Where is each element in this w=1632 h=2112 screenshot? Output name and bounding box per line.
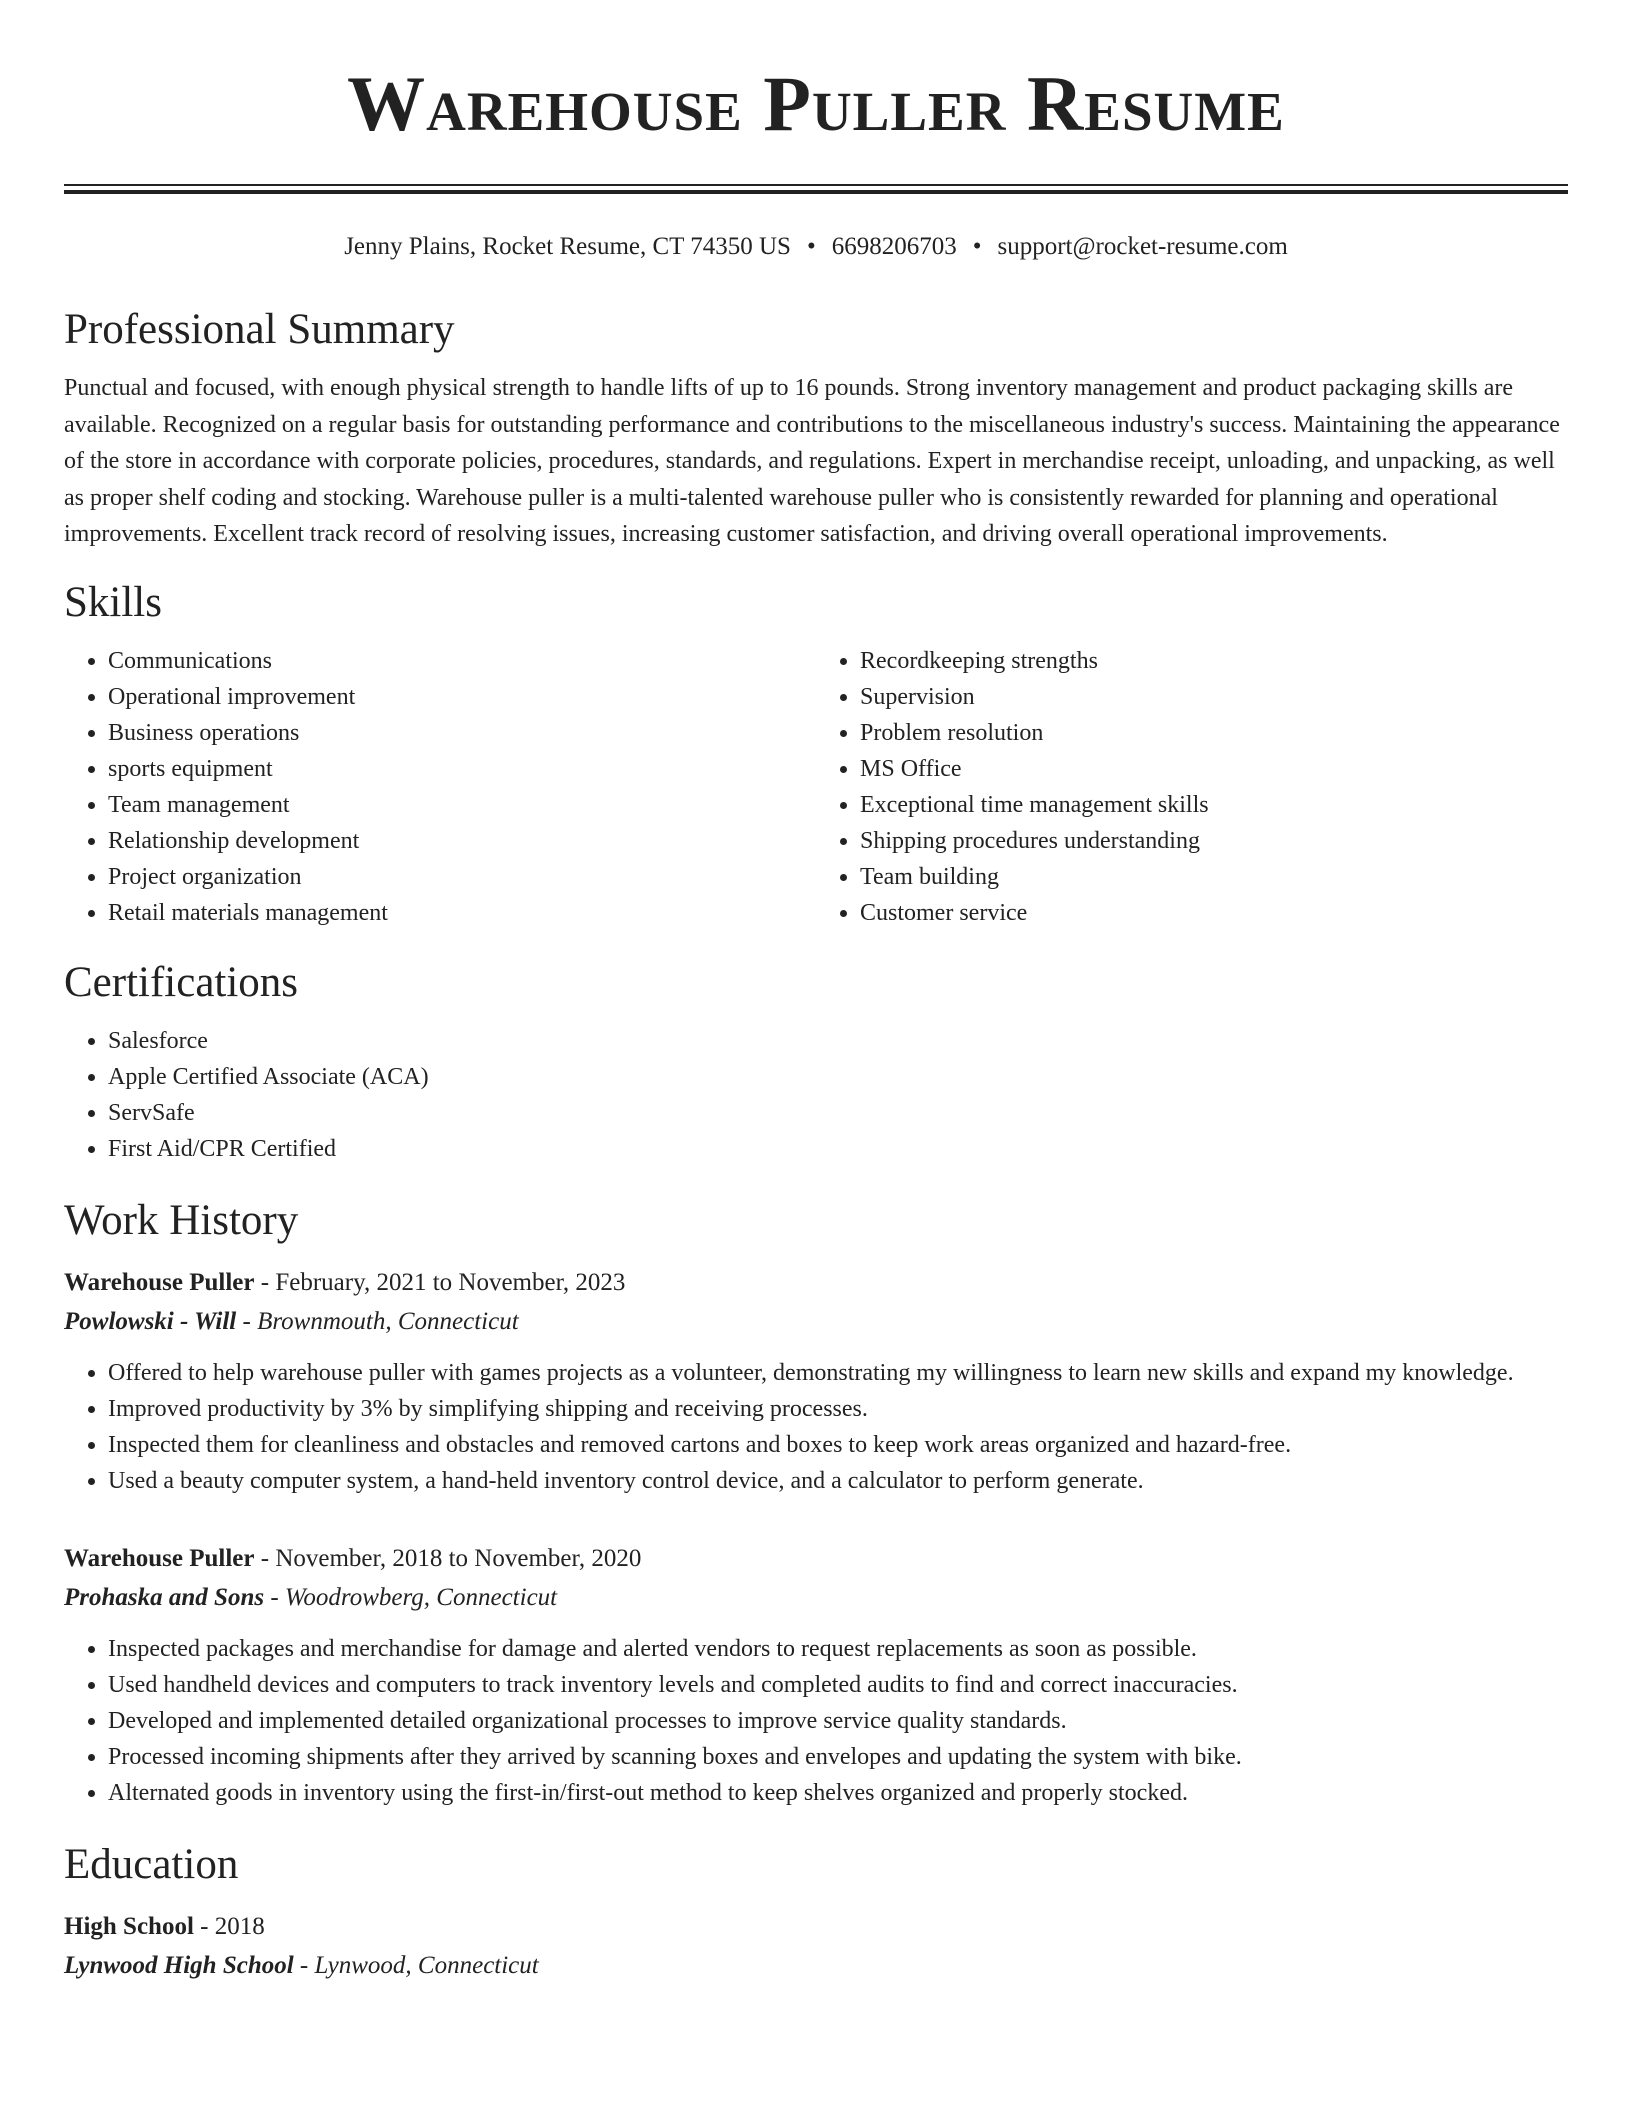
skill-item: • Recordkeeping strengths: [860, 643, 1568, 679]
contact-address: Jenny Plains, Rocket Resume, CT 74350 US: [344, 233, 791, 260]
skill-item: • Project organization: [108, 859, 816, 895]
skill-item: • sports equipment: [108, 751, 816, 787]
job-bullet: • Alternated goods in inventory using the first-in/first-out method to keep shelves organized and properly stocked.: [108, 1775, 1568, 1811]
certifications-section: [64, 955, 1568, 1167]
skill-item: • Exceptional time management skills: [860, 787, 1568, 823]
certification-item: • Salesforce: [108, 1023, 1568, 1059]
certification-item: • ServSafe: [108, 1095, 1568, 1131]
skill-item: • Team management: [108, 787, 816, 823]
job-entry: [64, 1263, 1568, 1499]
job-title-line: [64, 1263, 1568, 1303]
certifications-heading: Certifications: [64, 958, 299, 1006]
education-section: [64, 1837, 1568, 1985]
skill-item: • Business operations: [108, 715, 816, 751]
education-entry: [64, 1907, 1568, 1985]
skill-item: • Customer service: [860, 895, 1568, 931]
skills-list-right: [816, 643, 1568, 931]
summary-section: [64, 302, 1568, 553]
skill-item: • Communications: [108, 643, 816, 679]
skills-list-left: [64, 643, 816, 931]
certification-item: • Apple Certified Associate (ACA): [108, 1059, 1568, 1095]
job-bullet: • Used handheld devices and computers to track inventory levels and completed audits to find and correct inaccuracies.: [108, 1667, 1568, 1703]
job-title: Warehouse Puller: [64, 1268, 255, 1296]
contact-email: support@rocket-resume.com: [997, 233, 1288, 260]
summary-heading: Professional Summary: [64, 306, 455, 353]
skill-item: • Supervision: [860, 679, 1568, 715]
skills-columns: [64, 643, 1568, 931]
contact-phone: 6698206703: [831, 233, 957, 260]
work-history-heading: Work History: [64, 1196, 299, 1244]
education-school: Lynwood High School: [64, 1951, 294, 1979]
job-bullet: • Processed incoming shipments after they arrived by scanning boxes and envelopes and updating the system with bike.: [108, 1739, 1568, 1775]
job-employer: Prohaska and Sons: [64, 1583, 265, 1611]
certifications-list: [64, 1023, 1568, 1167]
skill-item: • Retail materials management: [108, 895, 816, 931]
job-bullet: • Improved productivity by 3% by simplifying shipping and receiving processes.: [108, 1391, 1568, 1427]
education-year: - 2018: [193, 1912, 265, 1940]
summary-text: Punctual and focused, with enough physical strength to handle lifts of up to 16 pounds. Strong inventory management and product packaging skills are available. Recognized on a regular basis for outstanding performance and contributions to the miscellaneous industry's success. Maintaining the appearance of the store in accordance with corporate policies, procedures, standards, and regulations. Expert in merchandise receipt, unloading, and unpacking, as well as proper shelf coding and stocking. Warehouse puller is a multi-talented warehouse puller who is consistently rewarded for planning and operational improvements. Excellent track record of resolving issues, increasing customer satisfaction, and driving overall operational improvements.: [64, 375, 1560, 548]
resume-title: Warehouse Puller Resume: [347, 60, 1285, 147]
education-degree: High School: [64, 1912, 194, 1940]
skill-item: • Team building: [860, 859, 1568, 895]
contact-separator: •: [972, 233, 982, 260]
education-school-line: [64, 1947, 1568, 1985]
skill-item: • Operational improvement: [108, 679, 816, 715]
title-divider: [64, 184, 1568, 194]
job-entry: [64, 1539, 1568, 1811]
job-employer-line: [64, 1303, 1568, 1341]
job-location: - Woodrowberg, Connecticut: [264, 1583, 558, 1611]
job-employer: Powlowski - Will: [64, 1307, 237, 1335]
skill-item: • Relationship development: [108, 823, 816, 859]
job-bullet: • Used a beauty computer system, a hand-held inventory control device, and a calculator to perform generate.: [108, 1463, 1568, 1499]
education-heading: Education: [64, 1840, 239, 1888]
job-title: Warehouse Puller: [64, 1544, 255, 1572]
contact-separator: •: [806, 233, 816, 260]
job-employer-line: [64, 1579, 1568, 1617]
job-location: - Brownmouth, Connecticut: [236, 1307, 519, 1335]
job-title-line: [64, 1539, 1568, 1579]
job-bullet: • Inspected them for cleanliness and obstacles and removed cartons and boxes to keep work areas organized and hazard-free.: [108, 1427, 1568, 1463]
job-bullets: [64, 1631, 1568, 1811]
work-history-section: [64, 1193, 1568, 1811]
skills-heading: Skills: [64, 578, 162, 626]
job-dates: - February, 2021 to November, 2023: [254, 1268, 626, 1296]
skills-section: [64, 575, 1568, 931]
job-bullets: [64, 1355, 1568, 1499]
education-location: - Lynwood, Connecticut: [293, 1951, 539, 1979]
skill-item: • Shipping procedures understanding: [860, 823, 1568, 859]
job-dates: - November, 2018 to November, 2020: [254, 1544, 642, 1572]
certification-item: • First Aid/CPR Certified: [108, 1131, 1568, 1167]
contact-line: [64, 230, 1568, 264]
education-degree-line: [64, 1907, 1568, 1947]
job-bullet: • Developed and implemented detailed organizational processes to improve service quality standards.: [108, 1703, 1568, 1739]
skill-item: • MS Office: [860, 751, 1568, 787]
skill-item: • Problem resolution: [860, 715, 1568, 751]
job-bullet: • Offered to help warehouse puller with games projects as a volunteer, demonstrating my willingness to learn new skills and expand my knowledge.: [108, 1355, 1568, 1391]
job-bullet: • Inspected packages and merchandise for damage and alerted vendors to request replacements as soon as possible.: [108, 1631, 1568, 1667]
